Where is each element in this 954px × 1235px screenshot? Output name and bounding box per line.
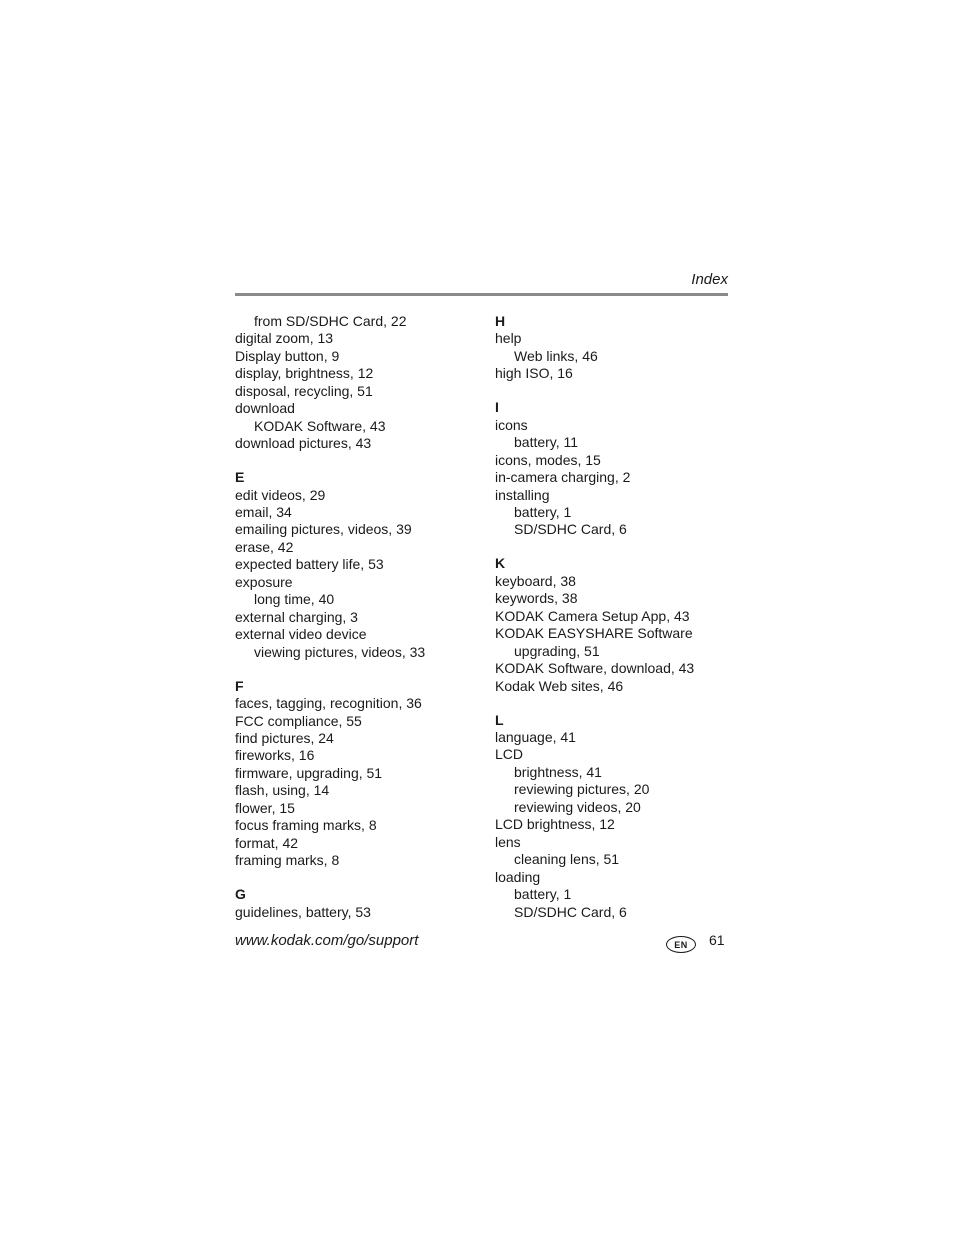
index-entry: firmware, upgrading, 51 [235,764,383,781]
index-entry: installing [495,486,550,503]
index-entry: Display button, 9 [235,347,340,364]
index-entry: KODAK EASYSHARE Software [495,625,693,642]
index-entry: LCD brightness, 12 [495,816,615,833]
index-entry: expected battery life, 53 [235,556,384,573]
index-entry: download pictures, 43 [235,435,372,452]
index-subentry: battery, 11 [514,434,579,451]
index-subentry: viewing pictures, videos, 33 [254,643,426,660]
index-entry: download [235,400,295,417]
index-entry: KODAK Camera Setup App, 43 [495,607,690,624]
index-entry: external charging, 3 [235,608,358,625]
index-entry: framing marks, 8 [235,852,340,869]
index-entry: icons [495,416,528,433]
index-subentry: from SD/SDHC Card, 22 [254,313,407,329]
index-column-right [495,313,745,921]
index-subentry: brightness, 41 [514,763,602,780]
index-subentry: battery, 1 [514,886,572,903]
index-entry: flower, 15 [235,799,295,816]
index-subentry: KODAK Software, 43 [254,417,386,434]
index-entry: display, brightness, 12 [235,365,374,382]
index-entry: Kodak Web sites, 46 [495,677,624,694]
index-entry: exposure [235,573,293,590]
page-header-title: Index [691,271,728,288]
index-subentry: cleaning lens, 51 [514,851,620,868]
index-entry: keyboard, 38 [495,572,576,589]
index-subentry: SD/SDHC Card, 6 [514,903,627,920]
index-entry: help [495,330,522,347]
index-entry: fireworks, 16 [235,747,315,764]
index-section-letter: F [235,677,244,694]
index-subentry: Web links, 46 [514,347,598,364]
index-section-letter: I [495,399,499,416]
index-entry: disposal, recycling, 51 [235,382,373,399]
index-entry: flash, using, 14 [235,782,330,799]
header-rule [235,293,728,296]
page-number: 61 [709,932,725,948]
index-entry: language, 41 [495,729,576,746]
index-entry: in-camera charging, 2 [495,469,631,486]
index-section-letter: L [495,711,504,728]
index-section-letter: H [495,313,506,329]
index-entry: emailing pictures, videos, 39 [235,521,412,538]
index-subentry: reviewing pictures, 20 [514,781,650,798]
index-entry: email, 34 [235,504,292,521]
index-section-letter: K [495,555,506,572]
index-entry: KODAK Software, download, 43 [495,660,695,677]
index-entry: focus framing marks, 8 [235,817,377,834]
index-entry: erase, 42 [235,538,294,555]
index-entry: format, 42 [235,834,299,851]
footer-support-url: www.kodak.com/go/support [235,932,419,949]
index-entry: external video device [235,626,367,643]
index-entry: edit videos, 29 [235,486,326,503]
index-entry: lens [495,833,521,850]
index-entry: digital zoom, 13 [235,330,334,347]
index-section-letter: E [235,469,245,486]
index-entry: find pictures, 24 [235,729,334,746]
index-entry: loading [495,868,541,885]
index-subentry: battery, 1 [514,504,572,521]
index-entry: guidelines, battery, 53 [235,903,371,920]
index-section-letter: G [235,886,246,903]
index-entry: LCD [495,746,524,763]
index-entry: FCC compliance, 55 [235,712,362,729]
index-entry: faces, tagging, recognition, 36 [235,695,422,712]
index-entry: high ISO, 16 [495,365,573,382]
index-subentry: upgrading, 51 [514,642,600,659]
index-subentry: reviewing videos, 20 [514,798,641,815]
index-subentry: long time, 40 [254,591,335,608]
index-entry: icons, modes, 15 [495,451,601,468]
index-entry: keywords, 38 [495,590,578,607]
index-subentry: SD/SDHC Card, 6 [514,521,627,538]
language-badge: EN [666,936,696,953]
index-column-left [235,313,485,921]
